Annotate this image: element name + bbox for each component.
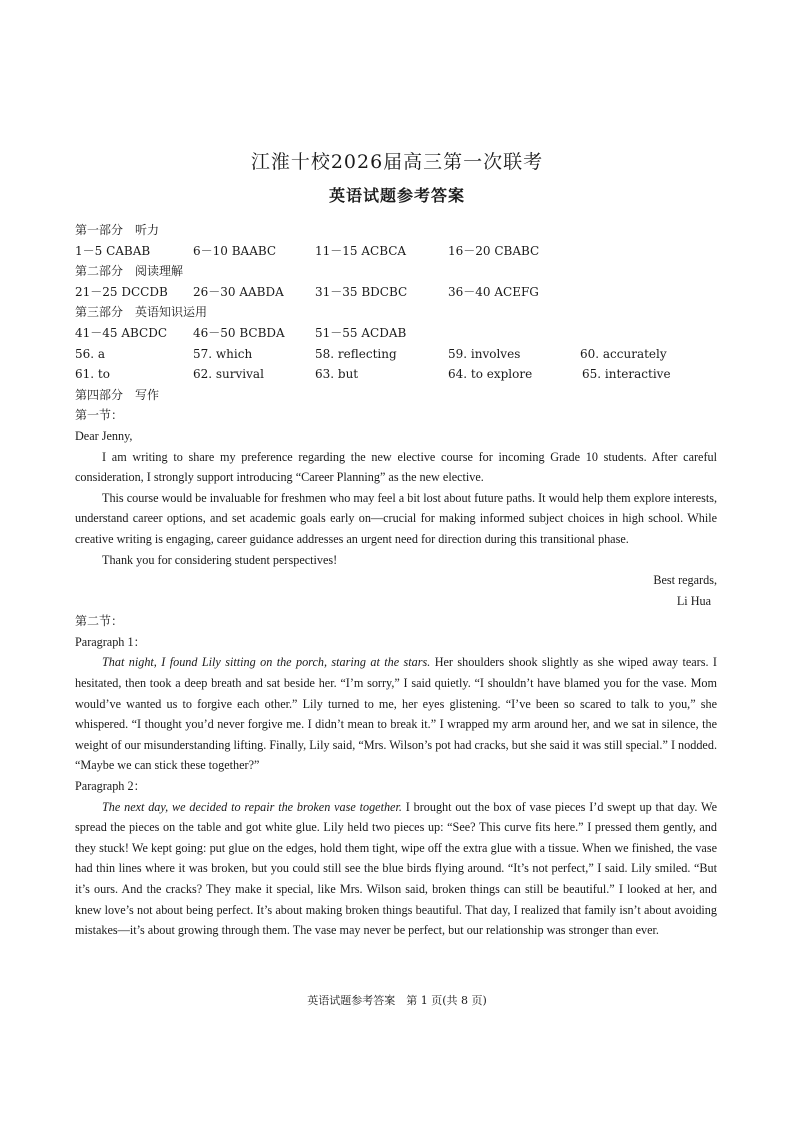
answer-group: 36－40 ACEFG [448, 284, 539, 299]
fill-answer: 64. to explore [448, 367, 533, 382]
answer-group: 6－10 BAABC [193, 243, 277, 258]
answer-group: 11－15 ACBCA [315, 243, 407, 258]
paragraph-lead-sentence: The next day, we decided to repair the broken vase together. [102, 799, 402, 814]
fill-answer: 62. survival [193, 367, 264, 382]
fill-answer: 59. involves [448, 346, 521, 361]
part3-heading: 第三部分 英语知识运用 [75, 305, 208, 320]
letter-paragraph: Thank you for considering student perspectives! [102, 552, 338, 567]
fill-answer: 57. which [193, 346, 253, 361]
letter-paragraph: This course would be invaluable for freshmen who may feel a bit lost about future paths. It would help them explore interests, understand career options, and set academic goals early on—crucial for making informed subject choices in high school. While creative writing is engaging, career guidance addresses an urgent need for direction during this transitional phase. [75, 490, 717, 546]
answer-group: 31－35 BDCBC [315, 284, 408, 299]
continuation-paragraph-2 [75, 797, 717, 941]
answer-group: 21－25 DCCDB [75, 284, 168, 299]
answer-group: 41－45 ABCDC [75, 325, 168, 340]
section2-heading: 第二节： [75, 614, 124, 629]
fill-answer: 63. but [315, 367, 359, 382]
answer-group: 16－20 CBABC [448, 243, 540, 258]
answer-group: 26－30 AABDA [193, 284, 284, 299]
answer-content [75, 220, 717, 941]
paragraph-label: Paragraph 1： [75, 634, 146, 649]
letter-signature: Li Hua [676, 593, 711, 608]
fill-answer: 58. reflecting [315, 346, 397, 361]
part4-heading: 第四部分 写作 [75, 387, 160, 402]
page-title: 江淮十校2026届高三第一次联考 [250, 151, 544, 173]
fill-answer: 60. accurately [580, 346, 667, 361]
fill-answer: 65. interactive [582, 367, 671, 382]
fill-answer: 56. a [75, 346, 106, 361]
fill-answer: 61. to [75, 367, 110, 382]
letter-paragraph: I am writing to share my preference regarding the new elective course for incoming Grade 10 students. After careful consideration, I strongly support introducing “Career Planning” as the new elective. [75, 449, 717, 485]
answer-group: 1－5 CABAB [75, 243, 151, 258]
letter-greeting: Dear Jenny, [75, 428, 133, 443]
page-footer: 英语试题参考答案 第 1 页(共 8 页) [307, 994, 487, 1007]
part1-answers [75, 241, 717, 262]
part3-answers-fill-1 [75, 344, 717, 365]
answer-group: 51－55 ACDAB [315, 325, 407, 340]
answer-group: 46－50 BCBDA [193, 325, 285, 340]
part3-answers-fill-2 [75, 364, 717, 385]
part2-heading: 第二部分 阅读理解 [75, 264, 184, 279]
paragraph-body: I brought out the box of vase pieces I’d swept up that day. We spread the pieces on the table and got white glue. Lily held two pieces up: “See? This curve fits here.” I pressed them gently, and they stuck! We kept going: put glue on the edges, hold them tight, wipe off the extra glue with a tissue. When we finished, the vase had thin lines where it was broken, but you could still see the blue birds flying around. “It’s not perfect,” I said. Lily smiled. “But it’s ours. And the cracks? They make it special, like Mrs. Wilson said, broken things can still be beautiful.” I looked at her, and knew love’s not about being perfect. It’s about making broken things beautiful. That day, I realized that family isn’t about avoiding mistakes—it’s about growing through them. The vase may never be perfect, but our relationship was stronger than ever. [75, 799, 717, 938]
continuation-paragraph-1 [75, 652, 717, 776]
paragraph-body: Her shoulders shook slightly as she wiped away tears. I hesitated, then took a deep breath and sat beside her. “I’m sorry,” I said quietly. “I shouldn’t have blamed you for the vase. Mom would’ve wanted us to forgive each other.” Lily turned to me, her eyes glistening. “I’ve been so scared to talk to you,” she whispered. “I thought you’d never forgive me. I didn’t mean to break it.” I wrapped my arm around her, and we sat in silence, the weight of our misunderstanding lifting. Finally, Lily said, “Mrs. Wilson’s pot had cracks, but she said it was still special.” I nodded. “Maybe we can stick these together?” [75, 655, 717, 773]
section1-heading: 第一节： [75, 408, 124, 423]
letter-closing: Best regards, [653, 573, 717, 588]
part1-heading: 第一部分 听力 [75, 223, 160, 237]
page-subtitle: 英语试题参考答案 [328, 186, 465, 205]
paragraph-label: Paragraph 2： [75, 779, 146, 794]
part2-answers [75, 282, 717, 303]
part3-answers-mc [75, 323, 717, 344]
paragraph-lead-sentence: That night, I found Lily sitting on the porch, staring at the stars. [102, 655, 431, 670]
